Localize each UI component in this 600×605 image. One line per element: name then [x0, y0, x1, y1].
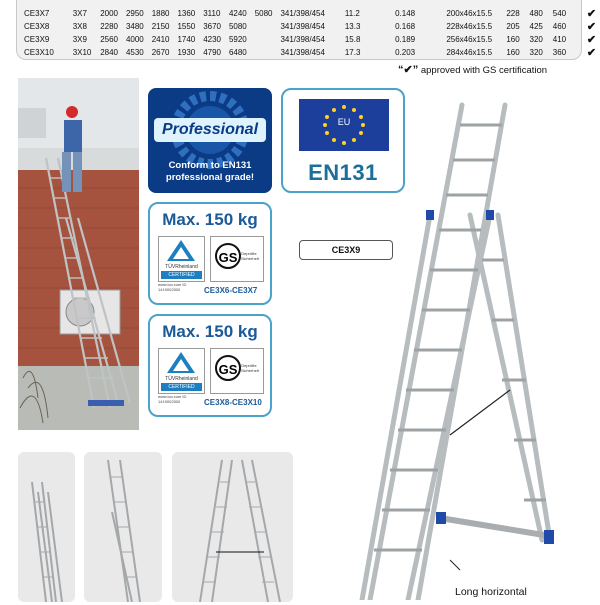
spec-table-row [24, 33, 600, 46]
gs-check-cell: ✔ [586, 21, 597, 33]
spec-cell-c2: 4000 [125, 35, 144, 44]
spec-cell-c11: 284x46x15.5 [446, 48, 493, 57]
spec-cell-c6: 5080 [228, 22, 247, 31]
spec-cell-c5: 4790 [203, 48, 221, 57]
spec-cell-c2: 4530 [125, 48, 144, 57]
spec-cell-c14: 540 [552, 9, 567, 18]
spec-cell-c5: 4230 [203, 35, 221, 44]
spec-cell-model: CE3X8 [24, 22, 50, 31]
spec-cell-c11: 200x46x15.5 [446, 9, 493, 18]
spec-cell-c5: 3110 [203, 9, 221, 18]
spec-cell-c6: 5920 [228, 35, 247, 44]
spec-cell-c3: 1880 [151, 9, 170, 18]
spec-cell-c10: 0.148 [395, 9, 416, 18]
gs-subtitle: Geprüfte Sicherheit [241, 363, 259, 373]
a-frame-ladder-thumbnail [172, 452, 293, 602]
spec-cell-c6: 4240 [228, 9, 247, 18]
spec-cell-c6: 6480 [228, 48, 247, 57]
tuv-fine-print: www.tuv.com ID 1419002500 [158, 394, 187, 404]
spec-cell-model: CE3X10 [24, 48, 54, 57]
max-load-label: Max. 150 kg [162, 210, 258, 229]
gs-subtitle: Geprüfte Sicherheit [241, 251, 259, 261]
spec-cell-c13: 320 [529, 35, 543, 44]
gs-check-cell: ✔ [586, 34, 597, 46]
model-callout: CE3X9 [299, 240, 393, 260]
spec-cell-config: 3X9 [72, 35, 87, 44]
gs-check-cell: ✔ [586, 8, 597, 20]
gs-note-text: approved with GS certification [418, 65, 548, 76]
ladder-illustration [300, 100, 560, 600]
spec-cell-c10: 0.189 [395, 35, 416, 44]
spec-cell-c12: 160 [506, 48, 520, 57]
spec-cell-c8: 341/398/454 [280, 9, 325, 18]
spec-cell-c1: 2840 [100, 48, 118, 57]
spec-cell-c12: 205 [506, 22, 520, 31]
gs-certification-note [398, 63, 547, 76]
spec-cell-model: CE3X7 [24, 9, 50, 18]
gs-check-mark: “✔” [398, 64, 419, 76]
spec-cell-c11: 228x46x15.5 [446, 22, 493, 31]
spec-cell-c8: 341/398/454 [280, 22, 325, 31]
professional-line-1: Conform to EN131 [168, 160, 252, 171]
gs-logo [210, 348, 264, 394]
spec-cell-c10: 0.168 [395, 22, 416, 31]
folded-ladder-thumbnail [18, 452, 75, 602]
spec-cell-c1: 2280 [100, 22, 118, 31]
tuv-name: TÜVRheinland [165, 264, 198, 270]
spec-cell-c9: 15.8 [344, 35, 361, 44]
spec-cell-c10: 0.203 [395, 48, 416, 57]
spec-table [24, 7, 600, 59]
professional-line-2: professional grade! [165, 172, 255, 183]
spec-cell-config: 3X7 [72, 9, 87, 18]
spec-cell-c12: 228 [506, 9, 520, 18]
professional-badge [148, 88, 272, 193]
professional-label: Professional [154, 118, 266, 142]
certification-badge-2 [148, 314, 272, 417]
certified-models: CE3X6-CE3X7 [204, 286, 258, 295]
spec-cell-c2: 2950 [125, 9, 144, 18]
spec-cell-c14: 410 [552, 35, 567, 44]
spec-cell-c1: 2000 [100, 9, 118, 18]
extended-ladder-thumbnail [84, 452, 162, 602]
spec-cell-c13: 480 [529, 9, 543, 18]
spec-cell-c13: 425 [529, 22, 543, 31]
spec-cell-c4: 1550 [177, 22, 196, 31]
tuv-name: TÜVRheinland [165, 376, 198, 382]
spec-cell-c7 [255, 20, 281, 33]
spec-cell-model: CE3X9 [24, 35, 50, 44]
spec-table-row [24, 7, 600, 20]
gs-check-cell: ✔ [586, 47, 597, 59]
spec-cell-c7 [255, 46, 281, 59]
gs-mark: GS [215, 243, 241, 269]
tuv-rheinland-logo [158, 236, 205, 282]
spec-cell-c7: 5080 [254, 9, 273, 18]
spec-cell-c3: 2670 [151, 48, 170, 57]
tuv-rheinland-logo [158, 348, 205, 394]
spec-cell-c4: 1930 [177, 48, 196, 57]
spec-cell-c9: 17.3 [344, 48, 361, 57]
spec-cell-config: 3X10 [72, 48, 92, 57]
spec-cell-c9: 13.3 [344, 22, 361, 31]
eu-flag-text: EU [337, 117, 351, 127]
spec-cell-c12: 160 [506, 35, 520, 44]
certified-models: CE3X8-CE3X10 [204, 398, 262, 407]
spec-cell-c2: 3480 [125, 22, 144, 31]
spec-cell-c3: 2410 [151, 35, 170, 44]
spec-cell-c9: 11.2 [344, 9, 360, 18]
gs-logo [210, 236, 264, 282]
spec-cell-c7 [255, 33, 281, 46]
spec-cell-c8: 341/398/454 [280, 35, 325, 44]
worker-on-ladder-photo [18, 78, 139, 430]
spec-table-row [24, 46, 600, 59]
spec-cell-c1: 2560 [100, 35, 118, 44]
certification-badge-1 [148, 202, 272, 305]
gs-mark: GS [215, 355, 241, 381]
tuv-certified: CERTIFIED [161, 271, 202, 279]
spec-cell-c14: 360 [552, 48, 567, 57]
spec-cell-c11: 256x46x15.5 [446, 35, 493, 44]
spec-cell-c5: 3670 [203, 22, 221, 31]
spec-cell-c13: 320 [529, 48, 543, 57]
tuv-fine-print: www.tuv.com ID 1419002500 [158, 282, 187, 292]
spec-cell-c4: 1740 [177, 35, 196, 44]
spec-cell-c8: 341/398/454 [280, 48, 325, 57]
spec-cell-c14: 460 [552, 22, 567, 31]
en131-label: EN131 [308, 160, 378, 185]
spec-cell-c4: 1360 [177, 9, 196, 18]
spec-cell-config: 3X8 [72, 22, 87, 31]
long-horizontal-caption: Long horizontal [455, 586, 527, 598]
max-load-label: Max. 150 kg [162, 322, 258, 341]
tuv-certified: CERTIFIED [161, 383, 202, 391]
spec-table-row [24, 20, 600, 33]
spec-cell-c3: 2150 [151, 22, 170, 31]
